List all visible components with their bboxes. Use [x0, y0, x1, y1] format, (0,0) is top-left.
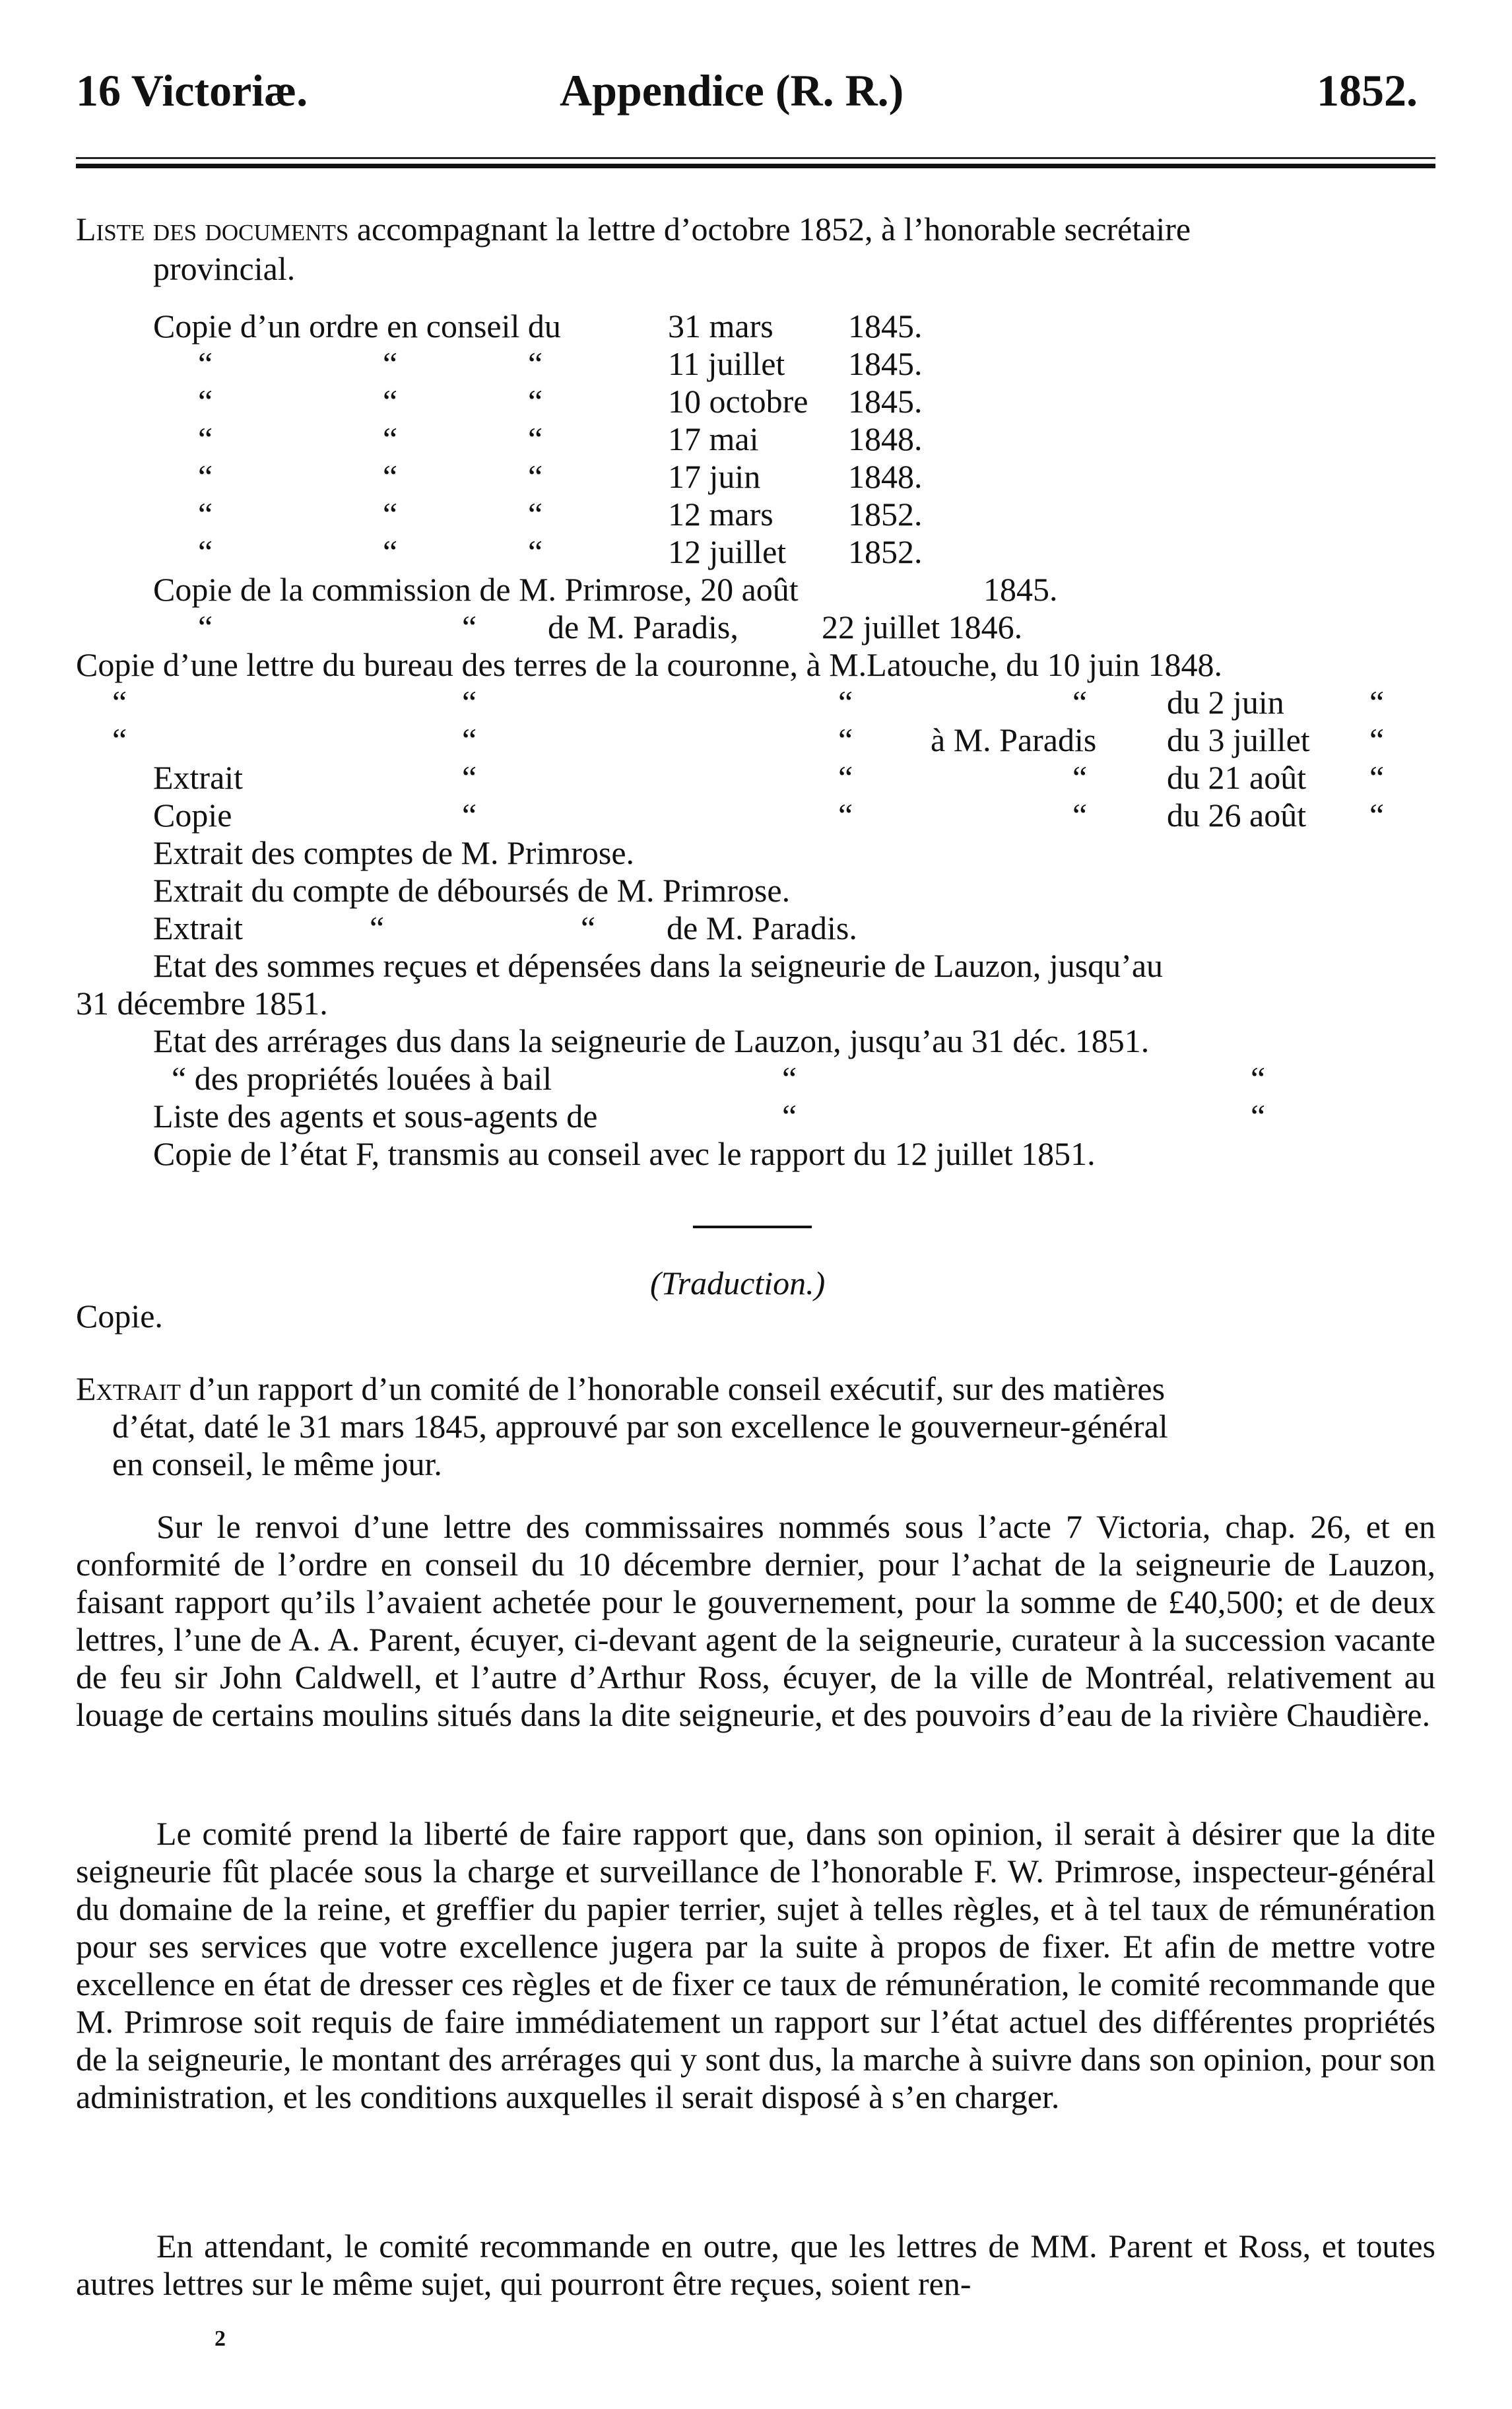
- paragraph-comite: Le comité prend la liberté de faire rapport que, dans son opinion, il serait à désirer que la dite seigneurie fût placée sous la charge et surveillance de l’honorable F. W. Primrose, inspecteur-général du domaine de la reine, et greffier du papier terrier, sujet à telles règles, et à tel taux de rémunération pour ses services que votre excellence jugera par la suite à propos de fixer. Et afin de mettre votre excellence en état de dresser ces règles et de fixer ce taux de rémunération, le comité recommande que M. Primrose soit requis de faire immédiatement un rapport sur l’état actuel des différentes propriétés de la seigneurie, le montant des arrérages qui y sont dus, la marche à suivre dans son opinion, pour son administration, et les conditions auxquelles il serait disposé à s’en charger.: [76, 1815, 1435, 2115]
- letter-date: du 2 juin: [1167, 684, 1284, 721]
- ditto-mark: “: [198, 496, 213, 533]
- translation-label: (Traduction.): [650, 1265, 826, 1302]
- ditto-mark: “: [462, 797, 477, 834]
- ditto-mark: “: [383, 533, 398, 570]
- order-date: 31 mars: [668, 308, 773, 345]
- letter-date: du 21 août: [1167, 759, 1307, 796]
- ditto-mark: “: [383, 458, 398, 495]
- letter-recipient: à M. Paradis: [931, 721, 1097, 758]
- ditto-mark: “: [528, 533, 543, 570]
- order-date: 17 mai: [668, 420, 759, 457]
- ditto-mark: “: [383, 496, 398, 533]
- ditto-mark: “: [383, 383, 398, 420]
- ditto-mark: “: [1072, 759, 1088, 796]
- header-rule-thick: [76, 164, 1435, 168]
- ditto-mark: “: [528, 458, 543, 495]
- letter-latouche: Copie d’une lettre du bureau des terres de la couronne, à M.Latouche, du 10 juin 1848.: [76, 646, 1222, 683]
- ditto-mark: “: [782, 1098, 797, 1135]
- ditto-mark: “: [1369, 759, 1385, 796]
- ditto-mark: “: [198, 458, 213, 495]
- ditto-mark: “: [528, 496, 543, 533]
- etat-arrerages: Etat des arrérages dus dans la seigneurie de Lauzon, jusqu’au 31 déc. 1851.: [153, 1022, 1150, 1059]
- ditto-mark: “: [198, 533, 213, 570]
- order-year: 1848.: [848, 420, 923, 457]
- list-heading-caps: Liste des documents: [76, 211, 349, 248]
- ditto-mark: “: [198, 345, 213, 382]
- extract-caps: Extrait: [76, 1370, 181, 1407]
- commission-paradis-date: 22 juillet 1846.: [822, 609, 1023, 645]
- proprietes-louees: “ des propriétés louées à bail: [172, 1060, 552, 1097]
- header-year: 1852.: [1317, 65, 1418, 116]
- liste-agents: Liste des agents et sous-agents de: [153, 1098, 598, 1135]
- section-divider: [693, 1226, 812, 1228]
- order-date: 11 juillet: [668, 345, 785, 382]
- ditto-mark: “: [1369, 721, 1385, 758]
- ditto-mark: “: [198, 383, 213, 420]
- copie-label: Copie.: [76, 1298, 163, 1335]
- etat-sommes-line2: 31 décembre 1851.: [76, 985, 328, 1022]
- ditto-mark: “: [198, 609, 213, 645]
- copie-etat-f: Copie de l’état F, transmis au conseil avec le rapport du 12 juillet 1851.: [153, 1135, 1096, 1172]
- ditto-mark: “: [528, 420, 543, 457]
- commission-primrose: Copie de la commission de M. Primrose, 20 août: [153, 571, 799, 608]
- ditto-mark: “: [112, 684, 127, 721]
- ditto-mark: “: [1251, 1060, 1266, 1097]
- extrait-debourses: Extrait du compte de déboursés de M. Primrose.: [153, 872, 791, 909]
- order-year: 1845.: [848, 345, 923, 382]
- header-rule-thin: [76, 157, 1435, 159]
- extract-line1-rest: d’un rapport d’un comité de l’honorable conseil exécutif, sur des matières: [189, 1370, 1166, 1407]
- extract-line3: en conseil, le même jour.: [112, 1445, 442, 1482]
- order-date: 17 juin: [668, 458, 761, 495]
- paragraph-renvoi: Sur le renvoi d’une lettre des commissaires nommés sous l’acte 7 Victoria, chap. 26, et en conformité de l’ordre en conseil du 10 décembre dernier, pour l’achat de la seigneurie de Lauzon, faisant rapport qu’ils l’avaient achetée pour le gouvernement, pour la somme de £40,500; et de deux lettres, l’une de A. A. Parent, écuyer, ci-devant agent de la seigneurie, curateur à la succession vacante de feu sir John Caldwell, et l’autre d’Arthur Ross, écuyer, de la ville de Montréal, relativement au louage de certains moulins situés dans la dite seigneurie, et des pouvoirs d’eau de la rivière Chaudière.: [76, 1508, 1435, 1733]
- list-heading-cont: provincial.: [153, 250, 296, 287]
- ditto-mark: “: [1369, 797, 1385, 834]
- ditto-mark: “: [462, 684, 477, 721]
- ditto-mark: “: [838, 721, 853, 758]
- header-appendix: Appendice (R. R.): [560, 65, 904, 116]
- letter-date: du 3 juillet: [1167, 721, 1310, 758]
- ditto-mark: “: [1251, 1098, 1266, 1135]
- orders-intro: Copie d’un ordre en conseil du: [153, 308, 561, 345]
- header-volume: 16 Victoriæ.: [76, 65, 308, 116]
- letter-prefix: Copie: [153, 797, 232, 834]
- order-date: 12 mars: [668, 496, 773, 533]
- ditto-mark: “: [462, 609, 477, 645]
- order-date: 10 octobre: [668, 383, 808, 420]
- extrait-paradis-rest: de M. Paradis.: [667, 909, 857, 946]
- ditto-mark: “: [462, 759, 477, 796]
- ditto-mark: “: [782, 1060, 797, 1097]
- commission-primrose-year: 1845.: [983, 571, 1058, 608]
- order-year: 1848.: [848, 458, 923, 495]
- paragraph-attendant: En attendant, le comité recommande en outre, que les lettres de MM. Parent et Ross, et toutes autres lettres sur le même sujet, qui pourront être reçues, soient ren-: [76, 2228, 1435, 2302]
- extrait-comptes: Extrait des comptes de M. Primrose.: [153, 834, 635, 871]
- ditto-mark: “: [581, 909, 596, 946]
- commission-paradis: de M. Paradis,: [548, 609, 739, 645]
- ditto-mark: “: [838, 759, 853, 796]
- ditto-mark: “: [370, 909, 385, 946]
- ditto-mark: “: [1072, 797, 1088, 834]
- ditto-mark: “: [1072, 684, 1088, 721]
- ditto-mark: “: [112, 721, 127, 758]
- extract-line2: d’état, daté le 31 mars 1845, approuvé par son excellence le gouverneur-général: [112, 1408, 1168, 1445]
- order-year: 1852.: [848, 496, 923, 533]
- extrait-paradis-word: Extrait: [153, 909, 244, 946]
- ditto-mark: “: [1369, 684, 1385, 721]
- ditto-mark: “: [383, 420, 398, 457]
- signature-mark: 2: [214, 2326, 226, 2351]
- ditto-mark: “: [838, 684, 853, 721]
- extract-line1: [76, 1370, 1165, 1408]
- order-year: 1845.: [848, 308, 923, 345]
- ditto-mark: “: [528, 345, 543, 382]
- etat-sommes-line1: Etat des sommes reçues et dépensées dans la seigneurie de Lauzon, jusqu’au: [153, 947, 1164, 984]
- order-date: 12 juillet: [668, 533, 787, 570]
- ditto-mark: “: [462, 721, 477, 758]
- ditto-mark: “: [198, 420, 213, 457]
- ditto-mark: “: [838, 797, 853, 834]
- ditto-mark: “: [528, 383, 543, 420]
- order-year: 1852.: [848, 533, 923, 570]
- list-heading-rest: accompagnant la lettre d’octobre 1852, à l’honorable secrétaire: [356, 211, 1191, 248]
- letter-prefix: Extrait: [153, 759, 244, 796]
- ditto-mark: “: [383, 345, 398, 382]
- list-heading: [76, 210, 1191, 248]
- letter-date: du 26 août: [1167, 797, 1307, 834]
- order-year: 1845.: [848, 383, 923, 420]
